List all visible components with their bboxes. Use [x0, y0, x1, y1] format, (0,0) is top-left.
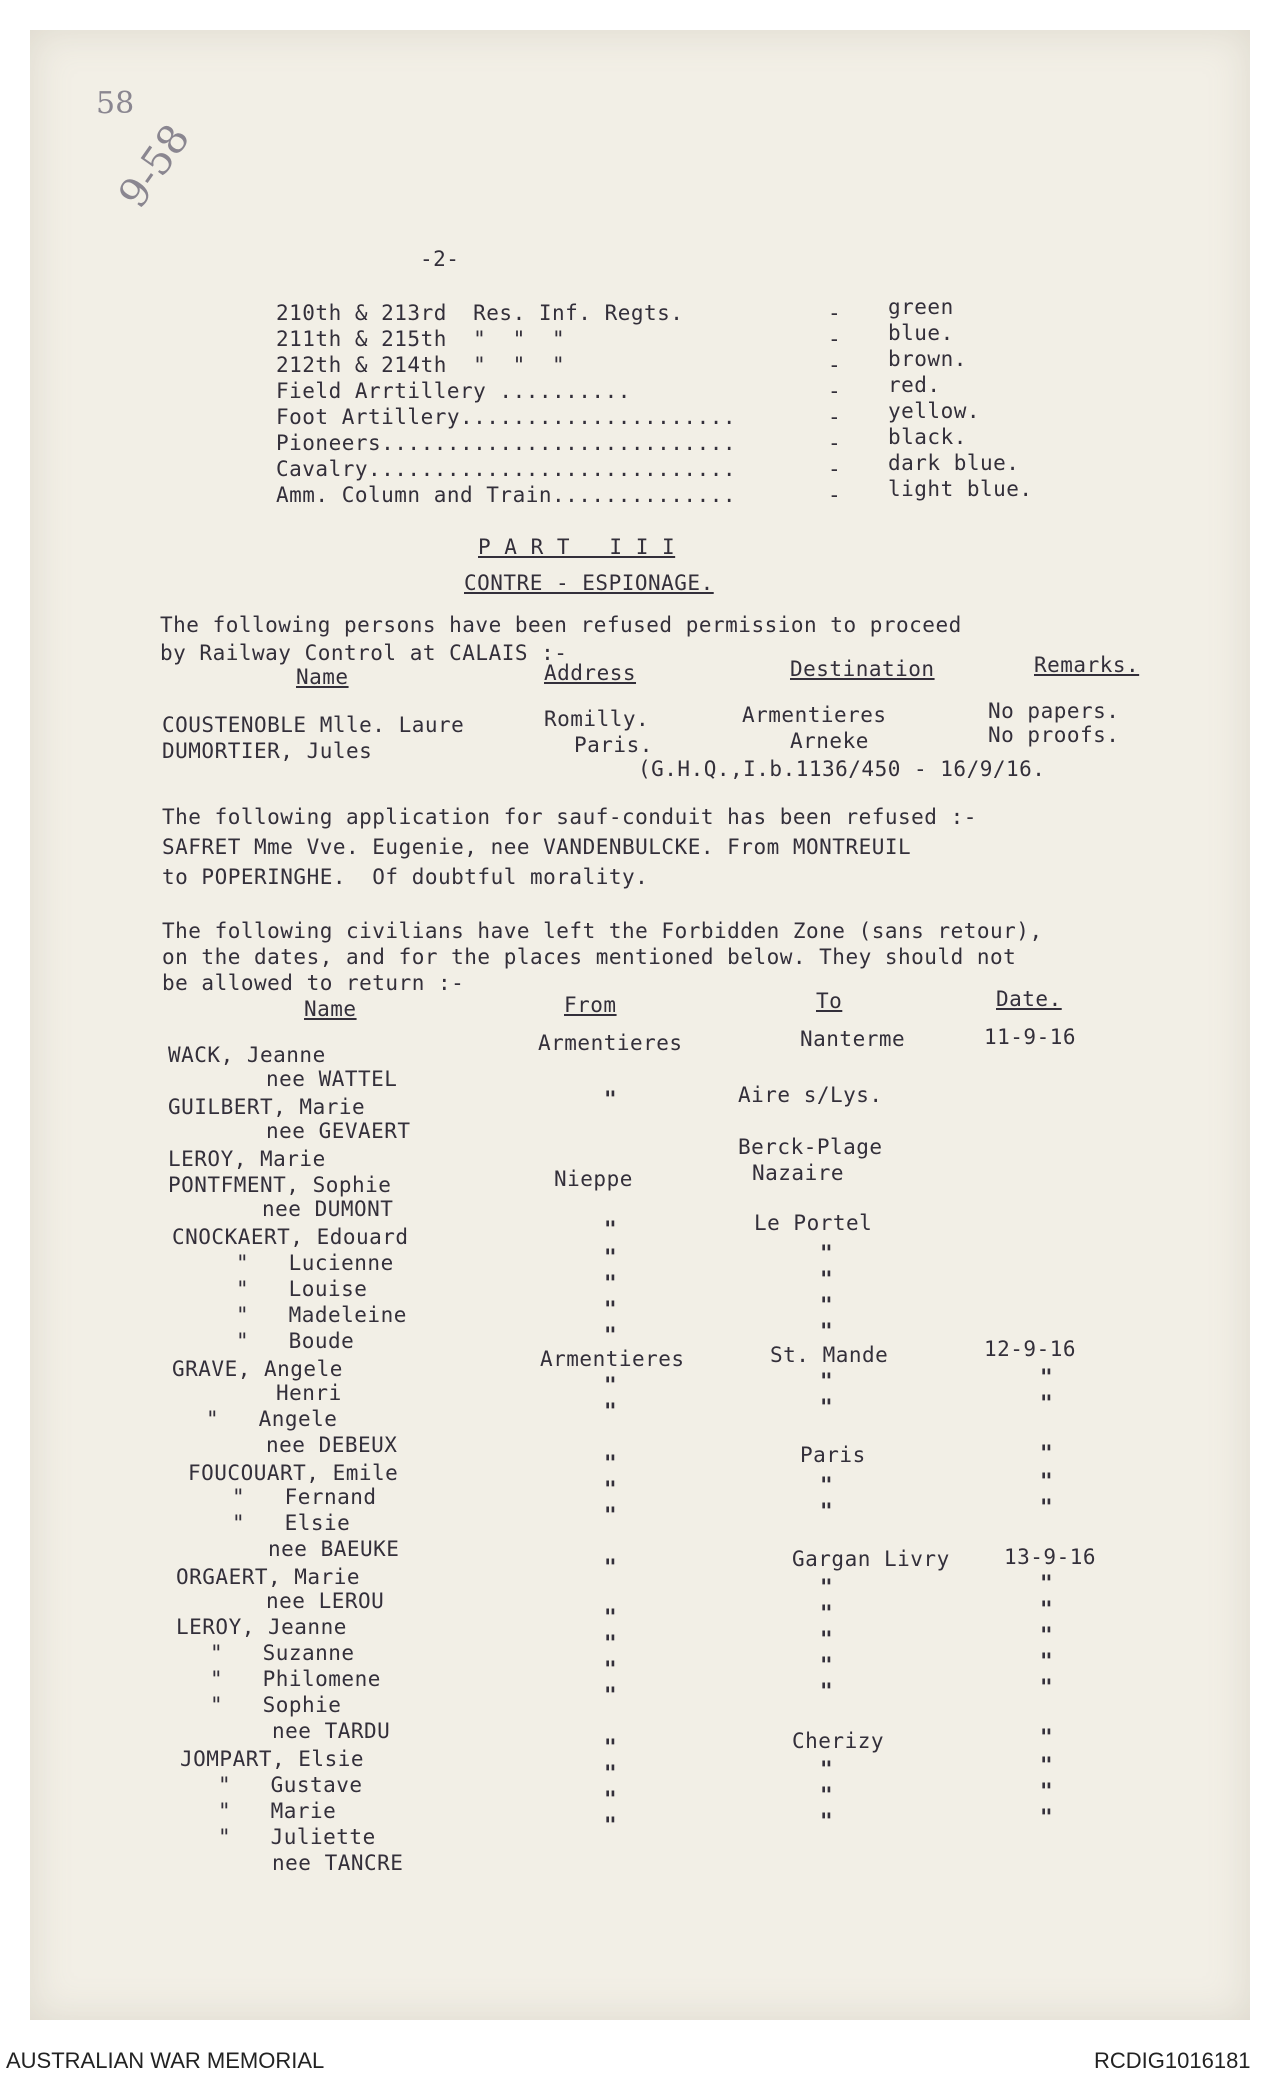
refused-reference: (G.H.Q.,I.b.1136/450 - 16/9/16.: [638, 757, 1046, 781]
civilian-from: ": [604, 1787, 618, 1811]
civilian-date: ": [1040, 1649, 1054, 1673]
civilian-name: PONTFMENT, Sophie: [168, 1173, 392, 1197]
civilian-name: FOUCOUART, Emile: [188, 1461, 399, 1485]
civilian-from: ": [604, 1761, 618, 1785]
civilian-date: ": [1040, 1779, 1054, 1803]
section-marker: -2-: [420, 247, 460, 271]
civilian-from: ": [604, 1503, 618, 1527]
civilian-date: ": [1040, 1805, 1054, 1829]
civilian-from: Armentieres: [540, 1347, 685, 1371]
civilian-from: ": [604, 1605, 618, 1629]
colour-row-colour: light blue.: [888, 477, 1033, 501]
refused-row-destination: Arneke: [790, 729, 869, 753]
colour-row-unit: 210th & 213rd Res. Inf. Regts.: [276, 301, 684, 325]
civilian-name: " Philomene: [210, 1667, 381, 1691]
colour-row-unit: Field Arrtillery ..........: [276, 379, 631, 403]
left-header-name: Name: [304, 997, 357, 1021]
colour-row-colour: dark blue.: [888, 451, 1020, 475]
civilian-to: ": [820, 1319, 834, 1343]
civilian-name: Henri: [276, 1381, 342, 1405]
colour-row-unit: Foot Artillery.....................: [276, 405, 737, 429]
civilian-name: LEROY, Jeanne: [176, 1615, 347, 1639]
left-header-date: Date.: [996, 987, 1062, 1011]
civilian-date: ": [1040, 1391, 1054, 1415]
colour-row-colour: blue.: [888, 321, 954, 345]
refused-header-address: Address: [544, 661, 637, 685]
civilian-from: ": [604, 1217, 618, 1241]
civilian-date: ": [1040, 1623, 1054, 1647]
archive-footer: [0, 2040, 1281, 2082]
civilian-from: Nieppe: [554, 1167, 633, 1191]
civilian-date: ": [1040, 1365, 1054, 1389]
refused-header-destination: Destination: [790, 657, 935, 681]
colour-row-dash: -: [828, 379, 842, 403]
civilian-to: ": [820, 1601, 834, 1625]
civilian-name: " Madeleine: [236, 1303, 407, 1327]
civilian-name: CNOCKAERT, Edouard: [172, 1225, 409, 1249]
colour-row-dash: -: [828, 431, 842, 455]
civilian-date: 13-9-16: [1004, 1545, 1097, 1569]
civilian-name: GUILBERT, Marie: [168, 1095, 366, 1119]
refused-row-address: Romilly.: [544, 707, 650, 731]
refused-row-name: DUMORTIER, Jules: [162, 739, 373, 763]
civilian-to: Aire s/Lys.: [738, 1083, 883, 1107]
colour-row-unit: 211th & 215th " " ": [276, 327, 566, 351]
civilian-name: WACK, Jeanne: [168, 1043, 326, 1067]
civilian-date: ": [1040, 1725, 1054, 1749]
civilian-name: " Gustave: [218, 1773, 363, 1797]
civilian-name: " Sophie: [210, 1693, 342, 1717]
civilian-from: ": [604, 1087, 618, 1111]
civilian-to: ": [820, 1627, 834, 1651]
civilian-name: nee WATTEL: [266, 1067, 398, 1091]
civilian-to: ": [820, 1369, 834, 1393]
civilian-name: " Suzanne: [210, 1641, 355, 1665]
civilian-to: ": [820, 1757, 834, 1781]
civilian-name: " Marie: [218, 1799, 337, 1823]
civilian-to: Nanterme: [800, 1027, 906, 1051]
refused-intro-line-1: The following persons have been refused permission to proceed: [160, 613, 962, 637]
civilian-from: ": [604, 1245, 618, 1269]
civilian-name: " Juliette: [218, 1825, 376, 1849]
civilian-to: ": [820, 1395, 834, 1419]
colour-row-dash: -: [828, 483, 842, 507]
civilian-name: nee LEROU: [266, 1589, 385, 1613]
colour-row-colour: green: [888, 295, 954, 319]
civilian-name: " Lucienne: [236, 1251, 394, 1275]
civilian-from: ": [604, 1297, 618, 1321]
civilian-from: ": [604, 1323, 618, 1347]
colour-row-unit: 212th & 214th " " ": [276, 353, 566, 377]
colour-row-dash: -: [828, 405, 842, 429]
civilian-date: ": [1040, 1675, 1054, 1699]
civilian-date: ": [1040, 1753, 1054, 1777]
civilian-date: ": [1040, 1441, 1054, 1465]
part-heading: P A R T I I I: [478, 535, 676, 559]
civilian-from: ": [604, 1735, 618, 1759]
colour-row-dash: -: [828, 457, 842, 481]
civilian-date: 12-9-16: [984, 1337, 1077, 1361]
civilian-to: St. Mande: [770, 1343, 889, 1367]
civilian-to: ": [820, 1653, 834, 1677]
civilian-name: " Angele: [206, 1407, 338, 1431]
civilian-to: ": [820, 1575, 834, 1599]
footer-institution: AUSTRALIAN WAR MEMORIAL: [6, 2048, 325, 2073]
civilian-to: ": [820, 1809, 834, 1833]
colour-row-unit: Amm. Column and Train..............: [276, 483, 737, 507]
footer-record-id: RCDIG1016181: [1094, 2048, 1251, 2073]
page-number: 58: [96, 86, 135, 121]
left-zone-line-1: The following civilians have left the Forbidden Zone (sans retour),: [162, 919, 1043, 943]
colour-row-colour: black.: [888, 425, 967, 449]
civilian-from: ": [604, 1477, 618, 1501]
left-zone-line-3: be allowed to return :-: [162, 971, 465, 995]
part-subheading: CONTRE - ESPIONAGE.: [464, 571, 714, 595]
civilian-name: ORGAERT, Marie: [176, 1565, 361, 1589]
left-zone-line-2: on the dates, and for the places mentioned below. They should not: [162, 945, 1017, 969]
civilian-to: ": [820, 1679, 834, 1703]
colour-row-unit: Cavalry............................: [276, 457, 737, 481]
civilian-from: ": [604, 1683, 618, 1707]
civilian-date: 11-9-16: [984, 1025, 1077, 1049]
civilian-name: nee TANCRE: [272, 1851, 404, 1875]
refused-row-remarks: No papers.: [988, 699, 1120, 723]
civilian-date: ": [1040, 1571, 1054, 1595]
refused-row-address: Paris.: [574, 733, 653, 757]
civilian-from: ": [604, 1813, 618, 1837]
civilian-to: ": [820, 1267, 834, 1291]
civilian-to: ": [820, 1473, 834, 1497]
pencil-annotation: 9-58: [110, 116, 200, 217]
civilian-from: ": [604, 1631, 618, 1655]
colour-row-colour: red.: [888, 373, 941, 397]
refused-row-remarks: No proofs.: [988, 723, 1120, 747]
civilian-name: nee BAEUKE: [268, 1537, 400, 1561]
civilian-name: nee DUMONT: [262, 1197, 394, 1221]
colour-row-colour: yellow.: [888, 399, 981, 423]
colour-row-dash: -: [828, 301, 842, 325]
civilian-to: Paris: [800, 1443, 866, 1467]
sauf-line-1: The following application for sauf-conduit has been refused :-: [162, 805, 977, 829]
civilian-from: ": [604, 1271, 618, 1295]
civilian-name: " Fernand: [232, 1485, 377, 1509]
civilian-to: ": [820, 1241, 834, 1265]
refused-row-destination: Armentieres: [742, 703, 887, 727]
civilian-to: Gargan Livry: [792, 1547, 950, 1571]
colour-row-dash: -: [828, 353, 842, 377]
colour-row-dash: -: [828, 327, 842, 351]
civilian-name: GRAVE, Angele: [172, 1357, 343, 1381]
refused-row-name: COUSTENOBLE Mlle. Laure: [162, 713, 465, 737]
civilian-name: nee DEBEUX: [266, 1433, 398, 1457]
civilian-name: nee GEVAERT: [266, 1119, 411, 1143]
refused-header-name: Name: [296, 665, 349, 689]
civilian-to: Berck-Plage: [738, 1135, 883, 1159]
colour-row-colour: brown.: [888, 347, 967, 371]
colour-row-unit: Pioneers...........................: [276, 431, 737, 455]
civilian-to: ": [820, 1783, 834, 1807]
refused-header-remarks: Remarks.: [1034, 653, 1140, 677]
civilian-date: ": [1040, 1597, 1054, 1621]
civilian-to: Le Portel: [754, 1211, 873, 1235]
left-header-to: To: [816, 989, 843, 1013]
civilian-from: ": [604, 1657, 618, 1681]
civilian-to: ": [820, 1499, 834, 1523]
civilian-from: ": [604, 1451, 618, 1475]
civilian-from: ": [604, 1399, 618, 1423]
civilian-to: Cherizy: [792, 1729, 885, 1753]
civilian-to: Nazaire: [752, 1161, 845, 1185]
civilian-name: nee TARDU: [272, 1719, 391, 1743]
left-header-from: From: [564, 993, 617, 1017]
sauf-line-3: to POPERINGHE. Of doubtful morality.: [162, 865, 649, 889]
sauf-line-2: SAFRET Mme Vve. Eugenie, nee VANDENBULCKE. From MONTREUIL: [162, 835, 912, 859]
civilian-name: " Elsie: [232, 1511, 351, 1535]
civilian-name: " Louise: [236, 1277, 368, 1301]
civilian-date: ": [1040, 1495, 1054, 1519]
civilian-to: ": [820, 1293, 834, 1317]
civilian-name: LEROY, Marie: [168, 1147, 326, 1171]
civilian-name: JOMPART, Elsie: [180, 1747, 365, 1771]
refused-intro-line-2: by Railway Control at CALAIS :-: [160, 641, 568, 665]
civilian-from: Armentieres: [538, 1031, 683, 1055]
civilian-from: ": [604, 1373, 618, 1397]
civilian-date: ": [1040, 1469, 1054, 1493]
civilian-name: " Boude: [236, 1329, 355, 1353]
civilian-from: ": [604, 1555, 618, 1579]
